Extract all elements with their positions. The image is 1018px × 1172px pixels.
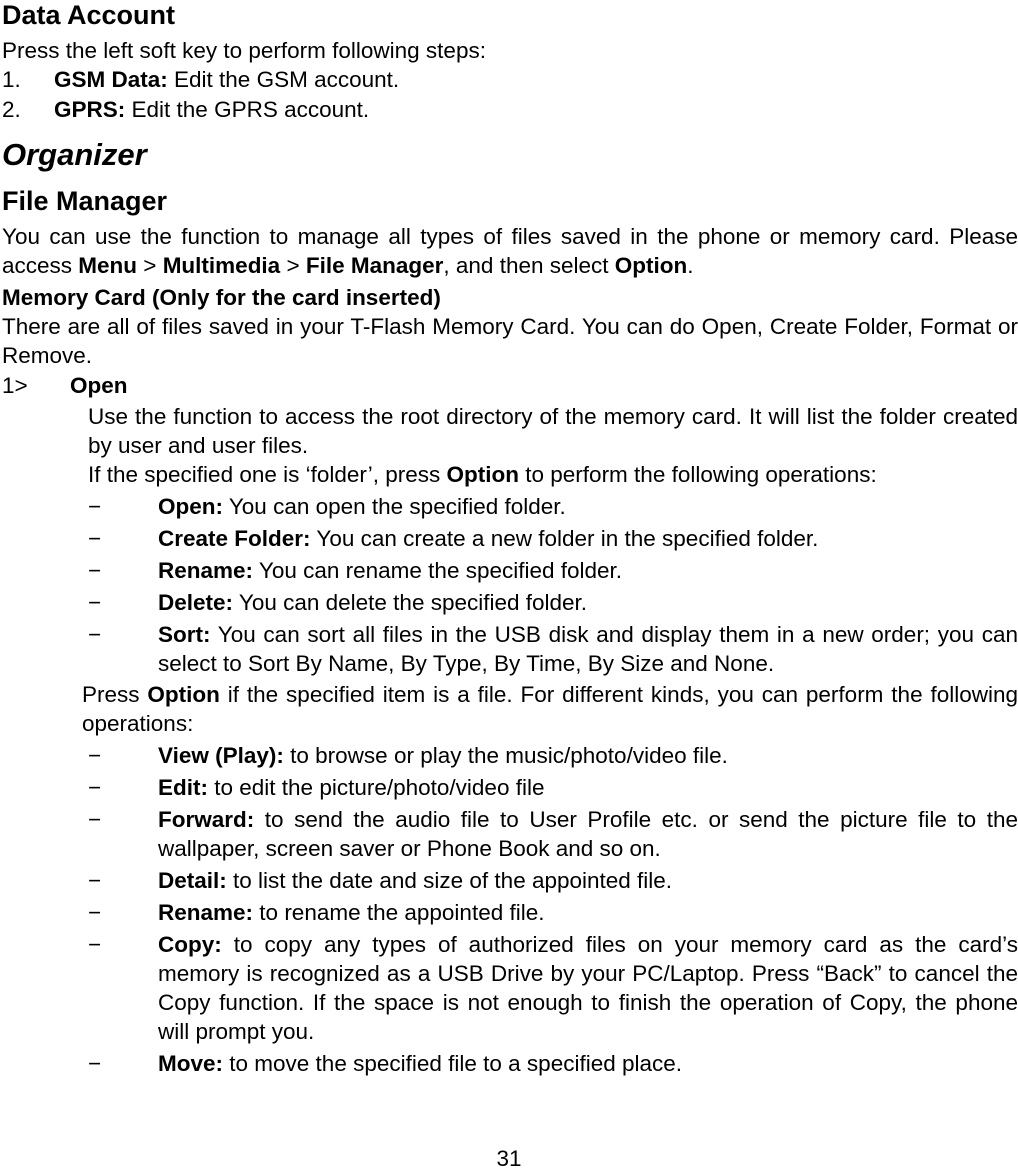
list-item bbox=[2, 1049, 1018, 1078]
operation-description: You can rename the specified folder. bbox=[253, 558, 623, 583]
operation-description: You can delete the specified folder. bbox=[233, 590, 588, 615]
operation-description: You can create a new folder in the specified folder. bbox=[310, 526, 819, 551]
dash-bullet: − bbox=[88, 900, 102, 925]
option-keyword: Option bbox=[446, 462, 520, 487]
dash-bullet: − bbox=[88, 558, 102, 583]
operation-description: to rename the appointed file. bbox=[253, 900, 545, 925]
operation-label: Create Folder: bbox=[158, 526, 311, 551]
menu-path-multimedia: Multimedia bbox=[162, 253, 281, 278]
memory-card-heading: Memory Card (Only for the card inserted) bbox=[2, 285, 441, 310]
text-run: , and then select bbox=[443, 253, 615, 278]
item-text bbox=[54, 65, 399, 94]
list-item bbox=[2, 588, 1018, 617]
operation-label: Sort: bbox=[158, 622, 211, 647]
option-keyword: Option bbox=[614, 253, 688, 278]
folder-operations-list bbox=[2, 492, 1018, 678]
item-number: 2. bbox=[2, 97, 21, 122]
item-label: GSM Data: bbox=[54, 67, 168, 92]
list-item-text bbox=[158, 1049, 1018, 1078]
file-manager-heading: File Manager bbox=[2, 186, 168, 216]
list-item-text bbox=[158, 492, 1018, 521]
dash-bullet: − bbox=[88, 590, 102, 615]
operation-label: Detail: bbox=[158, 868, 227, 893]
data-account-intro: Press the left soft key to perform following steps: bbox=[2, 38, 486, 63]
text-run: . bbox=[687, 253, 694, 278]
menu-path-file-manager: File Manager bbox=[305, 253, 444, 278]
file-operations-list bbox=[2, 741, 1018, 1078]
text-run: to perform the following operations: bbox=[519, 462, 877, 487]
list-item-text bbox=[158, 524, 1018, 553]
memory-card-description: There are all of files saved in your T-Flash Memory Card. You can do Open, Create Folder, Format or Remove. bbox=[2, 314, 1018, 368]
menu-path-menu: Menu bbox=[78, 253, 138, 278]
organizer-heading: Organizer bbox=[2, 137, 147, 172]
list-item-text bbox=[158, 898, 1018, 927]
text-run: You can use the function to manage all types of files saved in the phone or memory card. Please access bbox=[2, 224, 1018, 278]
item-description: Edit the GSM account. bbox=[167, 67, 400, 92]
dash-bullet: − bbox=[88, 868, 102, 893]
list-item-text bbox=[158, 741, 1018, 770]
list-item bbox=[2, 930, 1018, 1046]
list-item bbox=[2, 866, 1018, 895]
item-label: GPRS: bbox=[54, 97, 126, 122]
item-text bbox=[54, 95, 369, 124]
file-option-instruction bbox=[82, 680, 1018, 738]
operation-label: Rename: bbox=[158, 900, 254, 925]
operation-description: You can open the specified folder. bbox=[223, 494, 566, 519]
dash-bullet: − bbox=[88, 743, 102, 768]
operation-description: to copy any types of authorized files on your memory card as the card’s memory is recognized as a USB Drive by your PC/Laptop. Press “Back” to cancel the Copy function. If the space is not enough to finish the operation of Copy, the phone will prompt you. bbox=[158, 932, 1018, 1044]
item-description: Edit the GPRS account. bbox=[125, 97, 370, 122]
dash-bullet: − bbox=[88, 932, 102, 957]
folder-option-instruction bbox=[88, 460, 1018, 489]
operation-label: Delete: bbox=[158, 590, 234, 615]
operation-description: to list the date and size of the appointed file. bbox=[226, 868, 673, 893]
open-step-heading bbox=[2, 371, 1018, 402]
list-item-text bbox=[158, 866, 1018, 895]
operation-label: Edit: bbox=[158, 775, 208, 800]
item-number: 1. bbox=[2, 67, 21, 92]
operation-description: to edit the picture/photo/video file bbox=[208, 775, 545, 800]
operation-label: Rename: bbox=[158, 558, 254, 583]
document-page bbox=[2, 0, 1018, 1078]
path-separator: > bbox=[137, 253, 163, 278]
list-item bbox=[2, 556, 1018, 585]
list-item-text bbox=[158, 588, 1018, 617]
dash-bullet: − bbox=[88, 1051, 102, 1076]
data-account-item bbox=[2, 65, 1018, 95]
operation-label: Open: bbox=[158, 494, 223, 519]
operation-description: You can sort all files in the USB disk and display them in a new order; you can select to Sort By Name, By Type, By Time, By Size and None. bbox=[158, 622, 1018, 676]
option-keyword: Option bbox=[147, 682, 220, 707]
list-item bbox=[2, 773, 1018, 802]
file-manager-description bbox=[2, 222, 1018, 280]
dash-bullet: − bbox=[88, 775, 102, 800]
list-item bbox=[2, 741, 1018, 770]
page-number: 31 bbox=[496, 1146, 522, 1171]
open-description: Use the function to access the root directory of the memory card. It will list the folder created by user and user files. bbox=[88, 404, 1018, 458]
list-item-text bbox=[158, 930, 1018, 1046]
dash-bullet: − bbox=[88, 526, 102, 551]
dash-bullet: − bbox=[88, 622, 102, 647]
step-title: Open bbox=[70, 373, 128, 398]
text-run: If the specified one is ‘folder’, press bbox=[88, 462, 447, 487]
operation-label: Move: bbox=[158, 1051, 224, 1076]
list-item bbox=[2, 620, 1018, 678]
dash-bullet: − bbox=[88, 494, 102, 519]
operation-label: Forward: bbox=[158, 807, 255, 832]
list-item-text bbox=[158, 620, 1018, 678]
list-item bbox=[2, 524, 1018, 553]
operation-description: to browse or play the music/photo/video file. bbox=[283, 743, 728, 768]
path-separator: > bbox=[280, 253, 306, 278]
operation-description: to send the audio file to User Profile etc. or send the picture file to the wallpaper, screen saver or Phone Book and so on. bbox=[158, 807, 1018, 861]
dash-bullet: − bbox=[88, 807, 102, 832]
list-item-text bbox=[158, 773, 1018, 802]
operation-description: to move the specified file to a specified place. bbox=[223, 1051, 683, 1076]
list-item bbox=[2, 898, 1018, 927]
operation-label: Copy: bbox=[158, 932, 222, 957]
data-account-heading: Data Account bbox=[2, 0, 176, 30]
operation-label: View (Play): bbox=[158, 743, 284, 768]
text-run: if the specified item is a file. For different kinds, you can perform the following operations: bbox=[82, 682, 1018, 736]
list-item-text bbox=[158, 805, 1018, 863]
list-item-text bbox=[158, 556, 1018, 585]
step-number: 1> bbox=[2, 373, 28, 398]
list-item bbox=[2, 492, 1018, 521]
list-item bbox=[2, 805, 1018, 863]
text-run: Press bbox=[82, 682, 148, 707]
data-account-item bbox=[2, 95, 1018, 125]
